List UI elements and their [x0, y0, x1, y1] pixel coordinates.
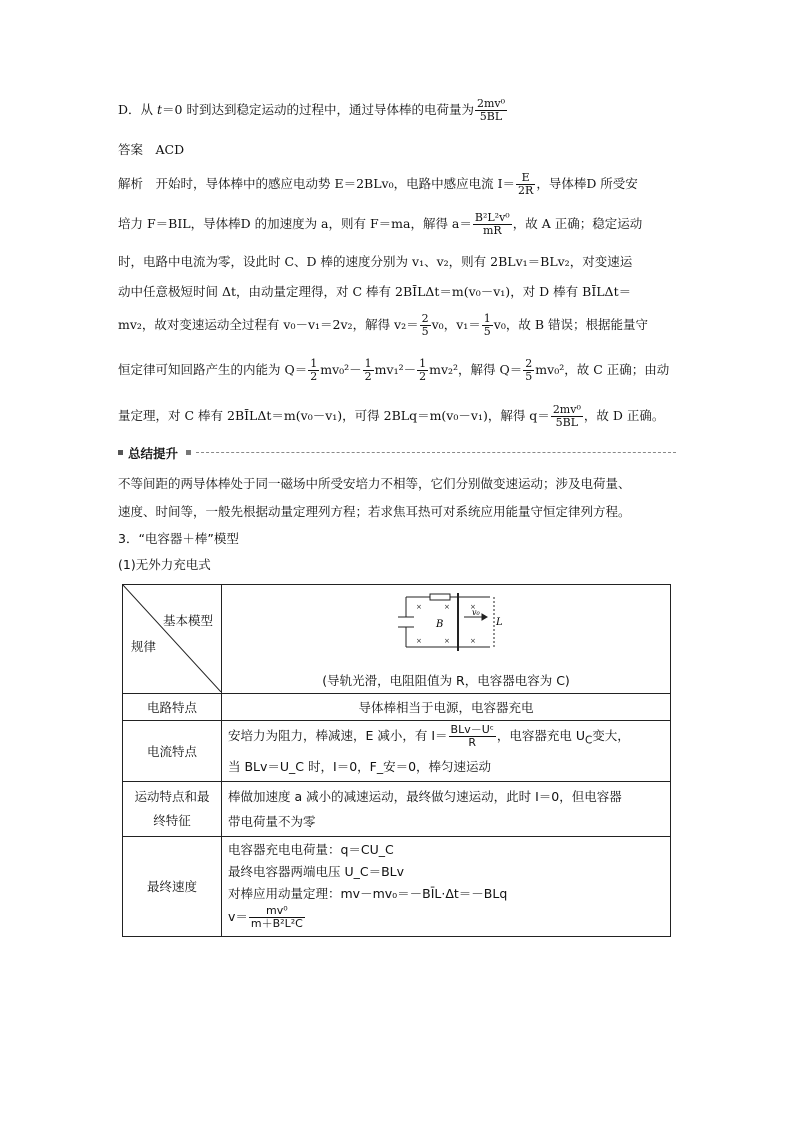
- option-d-prefix: D．从: [118, 102, 157, 117]
- option-d-t: t: [157, 102, 163, 117]
- analysis-line-5: mv₂，故对变速运动全过程有 v₀－v₁＝2v₂，解得 v₂＝ $\frac{2}{5}$ v₀，v₁＝ $\frac{1}{5}$ v₀，故 B 错误；根据能量守: [118, 312, 648, 338]
- section-subtitle: (1)无外力充电式: [118, 557, 211, 572]
- diagonal-header-cell: [123, 585, 222, 694]
- analysis-line-3: 时，电路中电流为零，设此时 C、D 棒的速度分别为 v₁、v₂，则有 2BLv₁＝BLv₂，对变速运: [118, 254, 633, 269]
- svg-text:×: ×: [444, 637, 450, 645]
- label-b: B: [436, 619, 444, 630]
- fraction: $\frac{1}{2}$: [419, 357, 427, 383]
- section-title: 3．“电容器＋棒”模型: [118, 531, 239, 546]
- square-bullet-icon: [186, 450, 191, 455]
- svg-text:×: ×: [416, 603, 422, 611]
- table-row: [123, 694, 671, 721]
- diagram-cell: [222, 585, 671, 694]
- fraction: $\frac{E}{2R}$: [518, 171, 534, 197]
- current-line-2: 当 BLv＝U_C 时，I＝0，F_安＝0，棒匀速运动: [228, 758, 492, 774]
- fraction: $\frac{1}{2}$: [364, 357, 372, 383]
- header-rule: 规律: [131, 639, 157, 654]
- divider: [196, 452, 676, 453]
- summary-header: [118, 446, 676, 460]
- fraction: $\frac{\text{BLv－Uᶜ}}{R}$: [450, 723, 494, 749]
- analysis-line-7: 量定理，对 C 棒有 2BĪLΔt＝m(v₀－v₁)，可得 2BLq＝m(v₀－v₁)，解得 q＝ $\frac{\text{2mv⁰}}{5BL}$ ，故 D 正确。: [118, 403, 665, 429]
- table-row: [123, 585, 671, 694]
- answer-value: ACD: [155, 142, 185, 157]
- table-row: [123, 721, 671, 782]
- row-head-current: 电流特点: [123, 721, 222, 782]
- row-body-motion: 棒做加速度 a 减小的减速运动，最终做匀速运动，此时 I＝0，但电容器 带电荷量不为零: [222, 781, 671, 836]
- fraction: $\frac{1}{5}$: [483, 312, 491, 338]
- row-head-motion: 运动特点和最终特征: [123, 781, 222, 836]
- fraction: $\frac{\text{2mv⁰}}{5BL}$: [552, 403, 581, 429]
- svg-text:×: ×: [470, 637, 476, 645]
- option-d: [118, 98, 676, 123]
- circuit-diagram: [386, 591, 506, 653]
- option-d-text: ＝0 时到达到稳定运动的过程中，通过导体棒的电荷量为: [162, 102, 474, 117]
- answer-line: [118, 141, 676, 159]
- summary-line-2: 速度、时间等，一般先根据动量定理列方程；若求焦耳热可对系统应用能量守恒定律列方程。: [118, 504, 631, 519]
- rules-table: [122, 584, 671, 937]
- analysis-line-1: 解析 开始时，导体棒中的感应电动势 E＝2BLv₀，电路中感应电流 I＝ $\frac{E}{2R}$ ，导体棒D 所受安: [118, 171, 638, 197]
- analysis-line-4: 动中任意极短时间 Δt，由动量定理得，对 C 棒有 2BĪLΔt＝m(v₀－v₁)，对 D 棒有 BĪLΔt＝: [118, 284, 632, 299]
- fraction: $\frac{\text{mv⁰}}{\text{m＋B²L²C}}$: [250, 903, 303, 930]
- label-l: L: [496, 617, 503, 628]
- analysis-line-2: 培力 F＝BIL，导体棒D 的加速度为 a，则有 F＝ma，解得 a＝ $\frac{\text{B²L²v⁰}}{mR}$ ，故 A 正确；稳定运动: [118, 211, 643, 237]
- row-head-circuit: 电路特点: [123, 694, 222, 721]
- final-speed-equation: v＝ $\frac{\text{mv⁰}}{\text{m＋B²L²C}}$: [228, 903, 303, 930]
- current-line-1: 安培力为阻力，棒减速，E 减小，有 I＝ $\frac{\text{BLv－Uᶜ}}{R}$ ，电容器充电 $U_C$变大，: [228, 723, 630, 749]
- label-v0: v₀: [472, 608, 480, 617]
- row-body-circuit: 导体棒相当于电源，电容器充电: [222, 694, 671, 721]
- row-body-final-speed: 电容器充电电荷量：q＝CU_C 最终电容器两端电压 U_C＝BLv 对棒应用动量定理：mv－mv₀＝－BĪL·Δt＝－BLq v＝ $\frac{\text{mv⁰}}{\text{m＋B²L²C}}$: [222, 836, 671, 936]
- fraction: $\frac{2}{5}$: [421, 312, 429, 338]
- table-row: [123, 836, 671, 936]
- answer-label: 答案: [118, 142, 144, 157]
- option-d-fraction: $\frac{\text{2mv⁰}}{5BL}$: [476, 97, 506, 123]
- row-body-current: [222, 721, 671, 782]
- svg-text:×: ×: [470, 603, 476, 611]
- summary-title: 总结提升: [128, 446, 179, 461]
- analysis-line-6: 恒定律可知回路产生的内能为 Q＝ $\frac{1}{2}$ mv₀²－ $\frac{1}{2}$ mv₁²－ $\frac{1}{2}$ mv₂²，解得 Q＝ $\frac{2}{5}$ mv₀²，故 C 正确；由动: [118, 357, 670, 383]
- summary-line-1: 不等间距的两导体棒处于同一磁场中所受安培力不相等，它们分别做变速运动；涉及电荷量、: [118, 476, 631, 491]
- fraction: $\frac{2}{5}$: [525, 357, 533, 383]
- svg-text:×: ×: [416, 637, 422, 645]
- svg-text:×: ×: [444, 603, 450, 611]
- table-row: [123, 781, 671, 836]
- fraction: $\frac{\text{B²L²v⁰}}{mR}$: [474, 211, 510, 237]
- row-head-final-speed: 最终速度: [123, 836, 222, 936]
- square-bullet-icon: [118, 450, 123, 455]
- header-model: 基本模型: [162, 613, 213, 628]
- diagram-caption: (导轨光滑，电阻阻值为 R，电容器电容为 C): [322, 673, 570, 688]
- fraction: $\frac{1}{2}$: [310, 357, 318, 383]
